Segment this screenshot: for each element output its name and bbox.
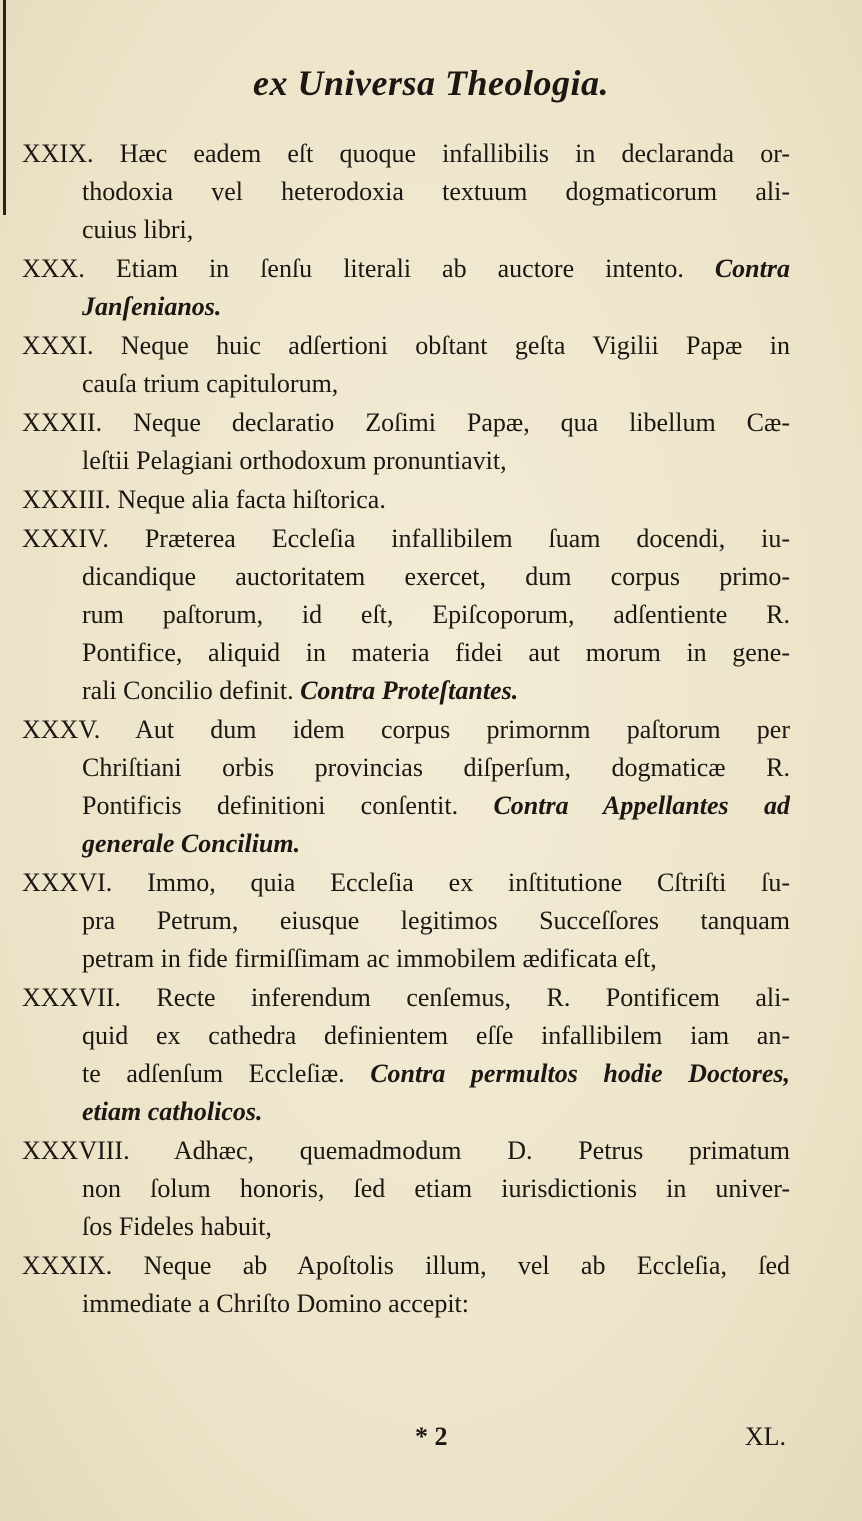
text-segment: Pontifice, aliquid in materia fidei aut morum in gene- [82, 638, 790, 667]
thesis-line [82, 749, 790, 787]
text-segment: Hæc eadem eſt quoque infallibilis in declaranda or- [119, 139, 790, 168]
italic-text: Contra Proteſtantes. [300, 676, 519, 705]
text-segment: Pontificis definitioni conſentit. [82, 791, 494, 820]
thesis-number: XXXVI. [22, 868, 113, 897]
thesis-entry [22, 135, 790, 249]
thesis-line [82, 1285, 790, 1323]
thesis-first-line [22, 1132, 790, 1170]
thesis-line [82, 940, 790, 978]
text-segment: dicandique auctoritatem exercet, dum corpus primo- [82, 562, 790, 591]
running-head: ex Universa Theologia. [253, 63, 609, 103]
text-segment: te adſenſum Eccleſiæ. [82, 1059, 371, 1088]
thesis-first-line [22, 481, 790, 519]
thesis-number: XXIX. [22, 139, 94, 168]
thesis-entry [22, 979, 790, 1131]
thesis-number: XXXIII. [22, 485, 111, 514]
thesis-entry [22, 864, 790, 978]
page-edge-shadow [3, 0, 6, 215]
thesis-number: XXXVII. [22, 983, 121, 1012]
thesis-entry [22, 327, 790, 403]
thesis-first-line [22, 250, 790, 288]
body-text [22, 135, 790, 1324]
text-segment: Neque alia facta hiſtorica. [117, 485, 386, 514]
italic-text: Contra Appellantes ad [493, 791, 790, 820]
italic-text: Contra [714, 254, 790, 283]
thesis-line [82, 1208, 790, 1246]
thesis-line [82, 787, 790, 825]
thesis-entry [22, 711, 790, 863]
text-segment: pra Petrum, eiusque legitimos Succeſſores tanquam [82, 906, 790, 935]
signature-mark: * 2 [415, 1422, 448, 1451]
text-segment: leſtii Pelagiani orthodoxum pronuntiavit, [82, 446, 507, 475]
thesis-number: XXXII. [22, 408, 103, 437]
thesis-entry [22, 520, 790, 710]
thesis-line [82, 365, 790, 403]
thesis-first-line [22, 327, 790, 365]
text-segment: Præterea Eccleſia infallibilem ſuam docendi, iu- [144, 524, 790, 553]
thesis-first-line [22, 864, 790, 902]
text-segment: Neque ab Apoſtolis illum, vel ab Eccleſia, ſed [143, 1251, 790, 1280]
thesis-line [82, 558, 790, 596]
text-segment: quid ex cathedra definientem eſſe infallibilem iam an- [82, 1021, 790, 1050]
text-segment: non ſolum honoris, ſed etiam iurisdictionis in univer- [82, 1174, 790, 1203]
text-segment: Etiam in ſenſu literali ab auctore intento. [115, 254, 715, 283]
thesis-entry [22, 250, 790, 326]
italic-text: Contra permultos hodie Doctores, [370, 1059, 790, 1088]
thesis-line [82, 1017, 790, 1055]
thesis-line [82, 442, 790, 480]
text-segment: rum paſtorum, id eſt, Epiſcoporum, adſentiente R. [82, 600, 790, 629]
italic-text: Janſenianos. [82, 292, 222, 321]
text-segment: cuius libri, [82, 215, 194, 244]
text-segment: ſos Fideles habuit, [82, 1212, 272, 1241]
text-segment: Neque declaratio Zoſimi Papæ, qua libellum Cæ- [133, 408, 790, 437]
text-segment: Adhæc, quemadmodum D. Petrus primatum [173, 1136, 790, 1165]
thesis-first-line [22, 135, 790, 173]
italic-text: etiam catholicos. [82, 1097, 263, 1126]
thesis-line [82, 596, 790, 634]
thesis-line [82, 1093, 790, 1131]
text-segment: Chriſtiani orbis provincias diſperſum, dogmaticæ R. [82, 753, 790, 782]
thesis-line [82, 288, 790, 326]
thesis-number: XXXIX. [22, 1251, 113, 1280]
text-segment: Recte inferendum cenſemus, R. Pontificem ali- [156, 983, 790, 1012]
catchword: XL. [744, 1422, 786, 1451]
thesis-number: XXXI. [22, 331, 94, 360]
text-segment: Immo, quia Eccleſia ex inſtitutione Cſtriſti ſu- [147, 868, 790, 897]
thesis-line [82, 672, 790, 710]
thesis-line [82, 634, 790, 672]
thesis-first-line [22, 404, 790, 442]
italic-text: generale Concilium. [82, 829, 301, 858]
thesis-entry [22, 1247, 790, 1323]
thesis-entry [22, 1132, 790, 1246]
text-segment: Aut dum idem corpus primornm paſtorum per [135, 715, 790, 744]
text-segment: rali Concilio definit. [82, 676, 301, 705]
thesis-number: XXXVIII. [22, 1136, 130, 1165]
thesis-first-line [22, 1247, 790, 1285]
thesis-first-line [22, 979, 790, 1017]
text-segment: immediate a Chriſto Domino accepit: [82, 1289, 470, 1318]
thesis-line [82, 825, 790, 863]
thesis-entry [22, 404, 790, 480]
thesis-line [82, 902, 790, 940]
thesis-entry [22, 481, 790, 519]
text-segment: cauſa trium capitulorum, [82, 369, 339, 398]
thesis-line [82, 1170, 790, 1208]
text-segment: petram in fide firmiſſimam ac immobilem ædificata eſt, [82, 944, 657, 973]
thesis-number: XXXV. [22, 715, 101, 744]
thesis-number: XXXIV. [22, 524, 109, 553]
thesis-line [82, 211, 790, 249]
thesis-line [82, 1055, 790, 1093]
text-segment: thodoxia vel heterodoxia textuum dogmaticorum ali- [82, 177, 790, 206]
thesis-first-line [22, 711, 790, 749]
text-segment: Neque huic adſertioni obſtant geſta Vigilii Papæ in [120, 331, 790, 360]
thesis-first-line [22, 520, 790, 558]
thesis-number: XXX. [22, 254, 85, 283]
thesis-line [82, 173, 790, 211]
